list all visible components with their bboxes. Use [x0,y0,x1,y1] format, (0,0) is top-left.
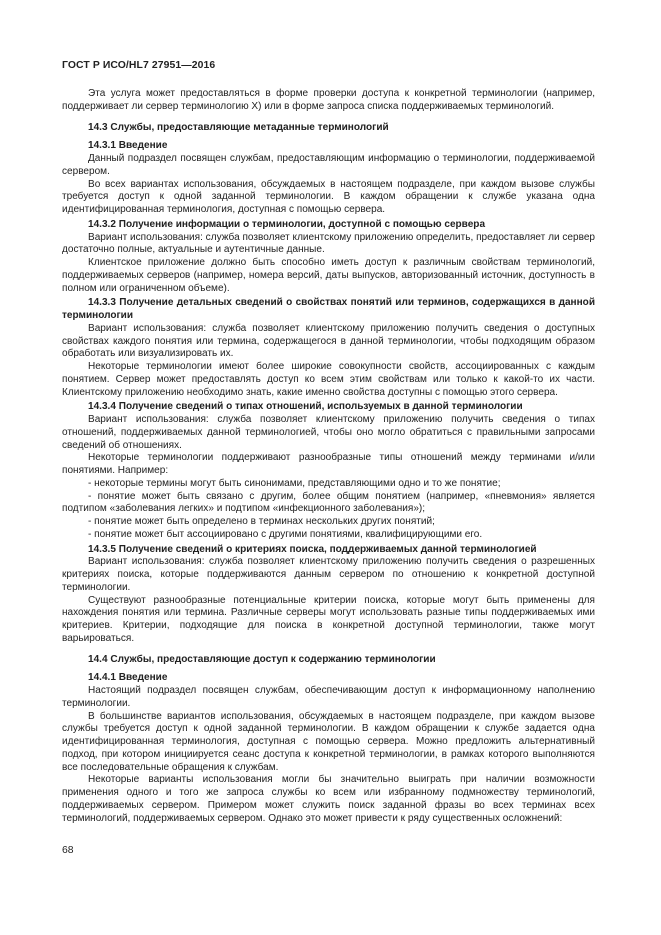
paragraph: В большинстве вариантов использования, обсуждаемых в настоящем подразделе, при каждом вызове службы требуется доступ к одной заданной терминологии. В каждом обращении к службе задается одна идентифицированная терминология, доступная с помощью сервера. Можно предложить альтернативный подход, при котором инициируется сеанс доступа к конкретной терминологии, в рамках которого выполняются все последовательные обращения к службам. [62,710,595,773]
list-item: - понятие может быт ассоциировано с другими понятиями, квалифицирующими его. [88,528,483,540]
paragraph: Вариант использования: служба позволяет клиентскому приложению определить, предоставляет ли сервер достаточно полные, актуальные и аутентичные данные. [62,231,595,256]
list-item: - понятие может быть определено в терминах нескольких других понятий; [88,516,435,527]
paragraph: Вариант использования: служба позволяет клиентскому приложению получить сведения о типах отношений, поддерживаемых данной терминологией, чтобы оно могло обратиться с правильными запросами сведений об отношениях. [62,414,595,451]
subsection-heading: 14.3.1 Введение [88,140,168,152]
list-item: - некоторые термины могут быть синонимами, представляющими одно и то же понятие; [88,477,501,489]
paragraph: Эта услуга может предоставляться в форме проверки доступа к конкретной терминологии (например, поддерживает ли сервер терминологию X) или в форме запроса списка поддерживаемых терминологий. [62,88,595,112]
paragraph: Настоящий подраздел посвящен службам, обеспечивающим доступ к информационному наполнению терминологии. [62,685,595,709]
paragraph: Во всех вариантах использования, обсуждаемых в настоящем подразделе, при каждом вызове службы требуется доступ к одной заданной терминологии. В каждом обращении к службе указана одна идентифицированная терминология, доступная с помощью сервера. [62,178,595,215]
paragraph: Вариант использования: служба позволяет клиентскому приложению получить сведения о разрешенных критериях поиска, которые поддерживаются данным сервером по отношению к конкретной доступной терминологии. [62,556,595,593]
list-item: - понятие может быть связано с другим, более общим понятием (например, «пневмония» является подтипом «заболевания легких» и подтипом «инфекционного заболевания»); [62,490,595,515]
subsection-heading: 14.3.3 Получение детальных сведений о свойствах понятий или терминов, содержащихся в данной терминологии [62,297,595,321]
subsection-heading: 14.3.4 Получение сведений о типах отношений, используемых в данной терминологии [88,401,523,413]
section-heading: 14.4 Службы, предоставляющие доступ к содержанию терминологии [88,653,436,665]
paragraph: Некоторые варианты использования могли бы значительно выиграть при наличии возможности применения одного и того же запроса службы ко всем или избранному подмножеству терминологий, поддерживаемых сервером. Примером может служить поиск заданной фразы во всех терминах всех терминологий, поддерживаемых сервером. Однако это может привести к ряду существенных осложнений: [62,774,595,824]
paragraph: Клиентское приложение должно быть способно иметь доступ к различным свойствам терминологий, поддерживаемых серверов (например, номера версий, даты выпусков, авторизованный источник, доступность в полном или ограниченном объеме). [62,257,595,294]
paragraph: Вариант использования: служба позволяет клиентскому приложению получить сведения о доступных свойствах каждого понятия или термина, содержащегося в данной терминологии, чтобы подходящим образом обработать или визуализировать их. [62,322,595,360]
subsection-heading: 14.3.2 Получение информации о терминологии, доступной с помощью сервера [88,218,486,230]
page-body [62,88,595,825]
subsection-heading: 14.4.1 Введение [88,672,168,684]
paragraph: Некоторые терминологии поддерживают разнообразные типы отношений между терминами и/или понятиями. Например: [62,452,595,476]
paragraph: Существуют разнообразные потенциальные критерии поиска, которые могут быть применены для нахождения понятия или термина. Различные серверы могут использовать разные типы поддерживаемых ими критериев. Критерии, подходящие для поиска в конкретной доступной терминологии, также могут варьироваться. [62,594,595,644]
section-heading: 14.3 Службы, предоставляющие метаданные терминологий [88,121,389,133]
paragraph: Данный подраздел посвящен службам, предоставляющим информацию о терминологии, поддерживаемой сервером. [62,153,595,177]
standard-header: ГОСТ Р ИСО/HL7 27951—2016 [62,60,216,71]
page-number: 68 [62,845,74,856]
paragraph: Некоторые терминологии имеют более широкие совокупности свойств, ассоциированных с каждым понятием. Сервер может предоставлять доступ ко всем этим свойствам или только к какой-то их части. Клиентскому приложению необходимо знать, какие именно свойства доступны с помощью этого сервера. [62,361,595,398]
subsection-heading: 14.3.5 Получение сведений о критериях поиска, поддерживаемых данной терминологией [88,543,537,555]
